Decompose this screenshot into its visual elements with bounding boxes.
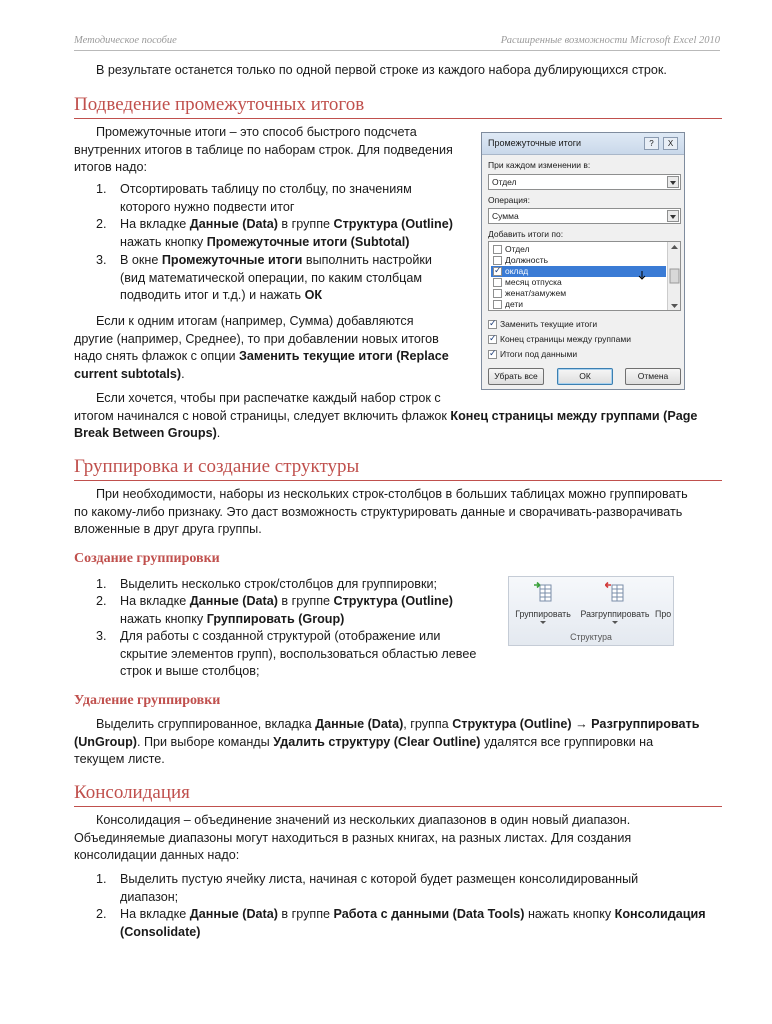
subtotal-dialog [481,132,685,390]
text-line: Если к одним итогам (например, Сумма) добавляются [96,314,414,328]
heading-grouping: Группировка и создание структуры [74,456,722,481]
list-item-text: нажать кнопку Группировать (Group) [120,611,345,626]
list-item-text: Выделить несколько строк/столбцов для группировки; [120,577,438,591]
field-checkbox[interactable] [493,289,502,298]
dialog-title: Промежуточные итоги [488,138,582,148]
header-right: Расширенные возможности Microsoft Excel 2010 [500,35,720,46]
list-item-text: В окне Промежуточные итоги выполнить настройки [120,253,432,267]
list-number: 1. [96,872,107,886]
add-subtotal-label: Добавить итоги по: [488,229,564,239]
heading-consolidation: Консолидация [74,782,722,807]
remove-all-button[interactable]: Убрать все [488,368,544,385]
list-item-text: которого нужно подвести итог [120,199,295,214]
field-label: женат/замужем [505,288,567,298]
text-line: итогов надо: [74,160,147,175]
list-number: 2. [96,907,107,921]
header-left: Методическое пособие [74,35,177,46]
text-line: консолидации данных надо: [74,848,240,863]
option-checkbox[interactable] [488,320,497,329]
subtotal-field-item[interactable] [491,288,666,299]
list-scrollbar[interactable] [667,242,680,310]
field-label: Должность [505,255,549,265]
text-line: Break Between Groups). [74,426,221,441]
mouse-pointer-icon [636,270,650,284]
subtotal-ribbon-button[interactable] [655,579,677,629]
list-item-text: нажать кнопку Промежуточные итоги (Subtotal) [120,234,410,249]
list-number: 1. [96,182,107,196]
option-label: Конец страницы между группами [500,334,631,344]
group-icon [533,581,553,603]
list-number: 1. [96,577,107,591]
text-line: Консолидация – объединение значений из нескольких диапазонов в один новый диапазон. [96,813,631,827]
field-checkbox[interactable] [493,300,502,309]
chevron-down-icon[interactable] [540,621,546,624]
add-subtotal-list[interactable] [488,241,681,311]
group-button[interactable] [511,579,575,629]
list-number: 2. [96,217,107,231]
group-label: Группировать [515,609,571,619]
page-header [74,33,720,51]
text-line: current subtotals). [74,366,185,381]
close-button[interactable]: X [663,137,678,150]
text-line: При необходимости, наборы из нескольких строк-столбцов в больших таблицах можно группировать [96,487,688,501]
at-each-change-label: При каждом изменении в: [488,160,591,170]
field-checkbox[interactable] [493,278,502,287]
function-select[interactable] [488,208,681,224]
field-checkbox[interactable] [493,256,502,265]
ok-button[interactable]: ОК [557,368,613,385]
list-item-text: На вкладке Данные (Data) в группе Структура (Outline) [120,217,453,231]
field-label: оклад [505,266,529,276]
text-line: Объединяемые диапазоны могут находиться в разных книгах, на разных листах. Для создания [74,830,632,845]
help-button[interactable]: ? [644,137,659,150]
subheading-remove-group: Удаление группировки [74,693,221,708]
list-item-text: диапазон; [120,889,179,904]
scrollbar-arrows-icon [668,242,681,311]
text-line: Промежуточные итоги – это способ быстрого подсчета [96,125,417,139]
text-line: вложенные в друг друга группы. [74,522,262,537]
list-item-text: Выделить пустую ячейку листа, начиная с которой будет размещен консолидированный [120,872,639,886]
list-item-text: Отсортировать таблицу по столбцу, по значениям [120,182,412,196]
cancel-button[interactable]: Отмена [625,368,681,385]
chevron-down-icon[interactable] [612,621,618,624]
outline-ribbon-group [508,576,674,646]
list-item-text: Для работы с созданной структурой (отображение или [120,629,441,643]
text-line: надо снять флажок с опции Заменить текущие итоги (Replace [74,349,449,364]
subtotal-field-item[interactable] [491,255,666,266]
text-line: итогом начинался с новой страницы, следует включить флажок Конец страницы между группами (Page [74,408,698,423]
ungroup-label: Разгруппировать [580,609,650,619]
function-value: Сумма [492,211,519,221]
text-line: текущем листе. [74,752,165,767]
text-line: другие (например, Среднее), то при добавлении новых итогов [74,331,439,346]
function-label: Операция: [488,195,530,205]
ungroup-icon [605,581,625,603]
list-item-text: подводить итог и т.д.) и нажать ОК [120,288,323,303]
option-label: Итоги под данными [500,349,578,359]
list-number: 2. [96,594,107,608]
option-checkbox[interactable] [488,335,497,344]
text-line: (UnGroup). При выборе команды Удалить структуру (Clear Outline) удалятся все группировки на [74,734,654,749]
field-label: Отдел [505,244,530,254]
text-line: Если хочется, чтобы при распечатке каждый набор строк с [96,391,441,405]
intro-paragraph: В результате останется только по одной первой строке из каждого набора дублирующихся строк. [96,63,667,77]
list-item-text: На вкладке Данные (Data) в группе Структура (Outline) [120,594,453,608]
text-line: внутренних итогов в таблице по наборам строк. Для подведения [74,142,453,157]
subheading-create-group: Создание группировки [74,551,220,566]
field-checkbox[interactable] [493,267,502,276]
ungroup-button[interactable] [577,579,653,629]
list-item-text: скрытие элементов групп), воспользоваться областью левее [120,646,477,661]
list-item-text: строк и выше столбцов; [120,664,260,679]
chevron-down-icon[interactable] [667,210,679,222]
option-checkbox[interactable] [488,350,497,359]
list-number: 3. [96,253,107,267]
list-item-text: На вкладке Данные (Data) в группе Работа с данными (Data Tools) нажать кнопку Консолидация [120,907,706,921]
dialog-titlebar [482,133,684,155]
heading-subtotals: Подведение промежуточных итогов [74,94,722,119]
list-item-text: (вид математической операции, по каким столбцам [120,270,423,285]
text-line: по какому-либо признаку. Это даст возможность структурировать данные и сворачивать-разворачивать [74,504,683,519]
subtotal-ribbon-label: Про [655,609,672,619]
option-label: Заменить текущие итоги [500,319,598,329]
at-each-change-value: Отдел [492,177,517,187]
list-item-text: (Consolidate) [120,924,201,939]
ribbon-group-label: Структура [570,632,612,642]
text-line: Выделить сгруппированное, вкладка Данные (Data), группа Структура (Outline) → Разгруппировать [96,717,700,731]
field-checkbox[interactable] [493,245,502,254]
chevron-down-icon[interactable] [667,176,679,188]
field-label: месяц отпуска [505,277,562,287]
field-label: дети [505,299,524,309]
at-each-change-select[interactable] [488,174,681,190]
subtotal-field-item[interactable] [491,244,666,255]
subtotal-field-item[interactable] [491,299,666,310]
list-number: 3. [96,629,107,643]
